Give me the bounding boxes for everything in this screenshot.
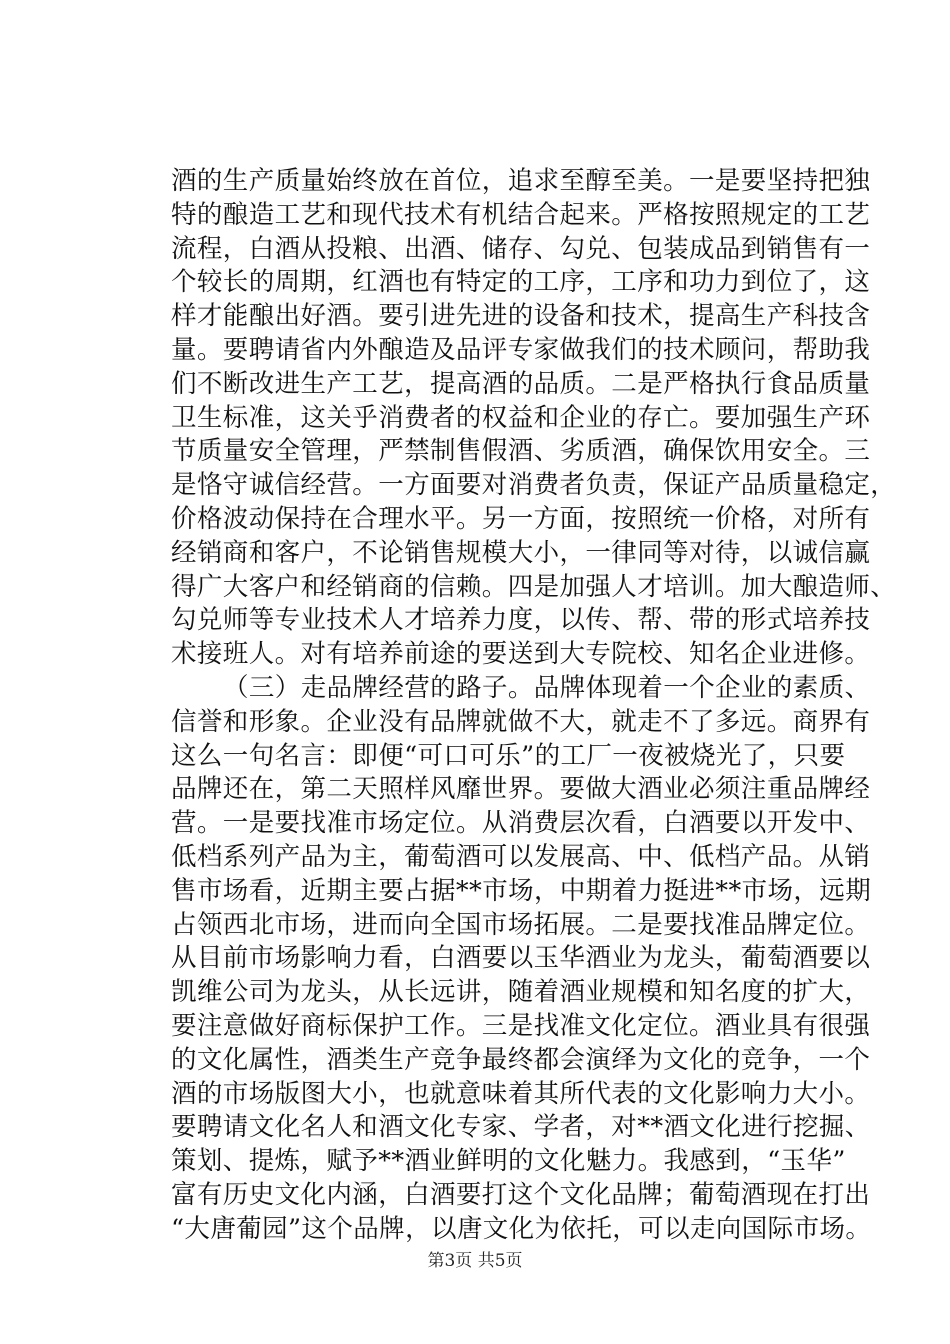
text-line: 要注意做好商标保护工作。三是找准文化定位。酒业具有很强: [171, 1010, 871, 1041]
text-line: “大唐葡园”这个品牌，以唐文化为依托，可以走向国际市场。: [171, 1213, 872, 1244]
text-line: 特的酿造工艺和现代技术有机结合起来。严格按照规定的工艺: [171, 199, 871, 230]
text-line: 酒的市场版图大小，也就意味着其所代表的文化影响力大小。: [171, 1078, 871, 1109]
text-line: 要聘请文化名人和酒文化专家、学者，对**酒文化进行挖掘、: [171, 1112, 871, 1143]
text-line: 酒的生产质量始终放在首位，追求至醇至美。一是要坚持把独: [171, 166, 871, 196]
text-line: 售市场看，近期主要占据**市场，中期着力挺进**市场，远期: [171, 875, 872, 906]
text-line: 卫生标准，这关乎消费者的权益和企业的存亡。要加强生产环: [171, 402, 871, 433]
text-line: 从目前市场影响力看，白酒要以玉华酒业为龙头，葡萄酒要以: [171, 943, 871, 974]
text-line: 得广大客户和经销商的信赖。四是加强人才培训。加大酿造师、: [171, 571, 897, 602]
text-line: 经销商和客户，不论销售规模大小，一律同等对待，以诚信赢: [171, 537, 871, 568]
text-line: 们不断改进生产工艺，提高酒的品质。二是严格执行食品质量: [171, 368, 871, 399]
text-line: 的文化属性，酒类生产竞争最终都会演绎为文化的竞争，一个: [171, 1044, 871, 1075]
body-text: [171, 165, 897, 1247]
text-line: 个较长的周期，红酒也有特定的工序，工序和功力到位了，这: [171, 267, 871, 298]
text-line: 信誉和形象。企业没有品牌就做不大，就走不了多远。商界有: [171, 706, 871, 737]
text-line: 价格波动保持在合理水平。另一方面，按照统一价格，对所有: [171, 503, 871, 534]
text-line: 节质量安全管理，严禁制售假酒、劣质酒，确保饮用安全。三: [171, 436, 871, 467]
text-line: 是恪守诚信经营。一方面要对消费者负责，保证产品质量稳定，: [171, 470, 897, 501]
text-line: 这么一句名言：即便“可口可乐”的工厂一夜被烧光了，只要: [171, 740, 846, 771]
text-line: 流程，白酒从投粮、出酒、储存、勾兑、包装成品到销售有一: [171, 233, 871, 264]
section-heading-line: （三）走品牌经营的路子。品牌体现着一个企业的素质、: [223, 672, 871, 703]
text-line: 营。一是要找准市场定位。从消费层次看，白酒要以开发中、: [171, 808, 871, 839]
text-line: 勾兑师等专业技术人才培养力度，以传、帮、带的形式培养技: [171, 605, 871, 636]
text-line: 富有历史文化内涵，白酒要打这个文化品牌；葡萄酒现在打出: [171, 1179, 871, 1210]
text-line: 品牌还在，第二天照样风靡世界。要做大酒业必须注重品牌经: [171, 774, 871, 805]
text-line: 量。要聘请省内外酿造及品评专家做我们的技术顾问，帮助我: [171, 334, 871, 365]
text-line: 低档系列产品为主，葡萄酒可以发展高、中、低档产品。从销: [171, 841, 871, 872]
text-line: 占领西北市场，进而向全国市场拓展。二是要找准品牌定位。: [171, 909, 871, 940]
text-line: 策划、提炼，赋予**酒业鲜明的文化魅力。我感到，“玉华”: [171, 1146, 846, 1177]
text-line: 术接班人。对有培养前途的要送到大专院校、知名企业进修。: [171, 639, 871, 670]
page-footer: 第3页 共5页: [427, 1251, 523, 1271]
text-line: 样才能酿出好酒。要引进先进的设备和技术，提高生产科技含: [171, 301, 871, 332]
text-line: 凯维公司为龙头，从长远讲，随着酒业规模和知名度的扩大，: [171, 977, 871, 1008]
